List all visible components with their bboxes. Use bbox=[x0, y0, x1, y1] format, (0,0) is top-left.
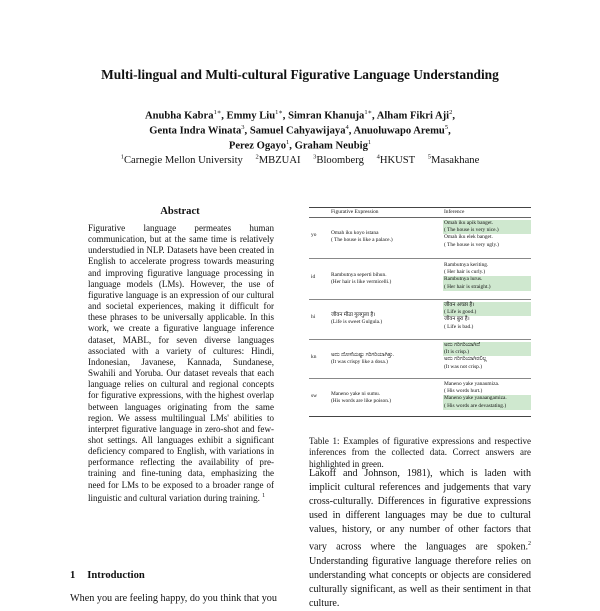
inference-list bbox=[443, 220, 531, 249]
affiliation: $^3$Bloomberg bbox=[313, 153, 364, 166]
section-title: Introduction bbox=[87, 570, 145, 581]
affiliation: $^4$HKUST bbox=[376, 153, 416, 166]
expression-line: जीवन मीठा गुलगुला है। bbox=[331, 312, 376, 318]
table-header bbox=[309, 208, 531, 218]
inference-line: जीवन अच्छा है। bbox=[444, 302, 475, 308]
figurative-expression bbox=[331, 272, 441, 286]
author-name: Anuoluwapo Aremu bbox=[353, 125, 445, 137]
inference-list bbox=[443, 342, 531, 371]
inference-line: ( Life is good.) bbox=[444, 309, 477, 316]
author-affiliation-mark: 4 bbox=[345, 124, 349, 131]
inference-line: ( Her hair is straight.) bbox=[444, 283, 491, 290]
inference-correct bbox=[443, 302, 531, 316]
inference-line: ( Her hair is curly.) bbox=[444, 269, 486, 276]
inference-line: ( The house is very ugly.) bbox=[444, 241, 499, 248]
footnote-mark: 2 bbox=[528, 541, 531, 548]
figurative-expression bbox=[331, 312, 441, 326]
author-line: Perez Ogayo$^1$, Graham Neubig$^1$ bbox=[228, 139, 372, 152]
language-code: hi bbox=[311, 314, 316, 320]
inference-line: जीवन बुरा है। bbox=[444, 316, 470, 323]
language-code: kn bbox=[311, 354, 317, 360]
expression-line: ( The house is like a palace.) bbox=[331, 237, 393, 244]
inference-correct bbox=[443, 276, 531, 290]
inference bbox=[443, 381, 531, 395]
author-affiliation-mark: 2 bbox=[449, 109, 453, 116]
table-row bbox=[309, 300, 531, 340]
author-name: Simran Khanuja bbox=[288, 110, 365, 122]
language-code: yo bbox=[311, 232, 317, 238]
affiliation: $^5$Masakhane bbox=[427, 153, 480, 166]
inference-list bbox=[443, 302, 531, 331]
author-line: Genta Indra Winata$^3$, Samuel Cahyawijaya$^4$, Anuoluwapo Aremu$^5$, bbox=[149, 124, 451, 137]
table-row bbox=[309, 259, 531, 300]
inference-list bbox=[443, 381, 531, 410]
language-code: id bbox=[311, 274, 316, 280]
inference-correct bbox=[443, 342, 531, 356]
body-paragraph: Lakoff and Johnson, 1981), which is laden with implicit cultural references and judgements that vary cross-culturally. Differences in figurative expressions used in different languages may be due to cultural values, history, or any number of other factors that vary across where the languages are spoken. bbox=[309, 468, 531, 553]
author-name: Emmy Liu bbox=[226, 110, 276, 122]
inference-line: ( Life is bad.) bbox=[444, 323, 474, 330]
table-row bbox=[309, 340, 531, 379]
affiliations bbox=[0, 153, 600, 166]
expression-line: ಅದು ದೋಸೆಯಷ್ಟು ಗರಿಗರಿಯಾಗಿತ್ತು. bbox=[331, 352, 395, 358]
inference bbox=[443, 262, 531, 276]
author-affiliation-mark: 5 bbox=[444, 124, 449, 131]
author-name: Genta Indra Winata bbox=[149, 125, 242, 137]
author-name: Samuel Cahyawijaya bbox=[249, 125, 346, 137]
expression-line: (It was crispy like a dosa.) bbox=[331, 359, 388, 366]
body-paragraph-cont: Understanding figurative language therefore relies on understanding what concepts or objects are considered culturally significant, as well as their sentiment in that culture. bbox=[309, 555, 531, 610]
inference bbox=[443, 234, 531, 248]
inference-line: Omah iku apik banget. bbox=[444, 220, 494, 226]
expression-line: Rambutnya seperti bihun. bbox=[331, 272, 387, 278]
inference-line: ( His words are devastating.) bbox=[444, 402, 507, 409]
inference-line: ಅದು ಗರಿಗರಿಯಾಗಿರಲಿಲ್ಲ bbox=[444, 356, 487, 363]
inference-line: Rambutnya lurus. bbox=[444, 276, 483, 283]
abstract-heading: Abstract bbox=[160, 206, 200, 217]
affiliation: $^1$Carnegie Mellon University bbox=[120, 153, 243, 166]
inference-line: ( The house is very nice.) bbox=[444, 227, 499, 234]
author-affiliation-mark: 1∗ bbox=[213, 109, 222, 116]
table-body bbox=[309, 218, 531, 416]
author-affiliation-mark: 1∗ bbox=[275, 109, 283, 116]
author-name: Graham Neubig bbox=[294, 140, 368, 152]
body-text bbox=[309, 467, 531, 611]
paper-title: Multi-lingual and Multi-cultural Figurative Language Understanding bbox=[101, 67, 499, 82]
figurative-expression bbox=[331, 230, 441, 244]
inference-line: (It is crisp.) bbox=[444, 349, 470, 356]
section-number: 1 bbox=[70, 570, 76, 581]
examples-table bbox=[309, 207, 531, 417]
abstract-text bbox=[88, 223, 274, 504]
table-caption: Table 1: Examples of figurative expressions and respective inferences from the collected data. Correct answers are highlighted in green. bbox=[309, 436, 531, 469]
inference-line: ( His words hurt.) bbox=[444, 388, 483, 395]
expression-line: (Life is sweet Gulgula.) bbox=[331, 319, 383, 326]
section-heading bbox=[70, 570, 145, 581]
author-name: Perez Ogayo bbox=[228, 140, 287, 152]
inference-list bbox=[443, 262, 531, 291]
inference bbox=[443, 316, 531, 330]
author-affiliation-mark: 1∗ bbox=[364, 109, 372, 116]
inference bbox=[443, 356, 531, 370]
expression-line: Omah iku koyo istana bbox=[331, 230, 379, 236]
author-affiliation-mark: 1 bbox=[286, 139, 290, 146]
inference-correct bbox=[443, 395, 531, 409]
inference-correct bbox=[443, 220, 531, 234]
abstract-body: Figurative language permeates human communication, but at the same time is relatively understudied in NLP. Datasets have been created in English to accelerate progress towards measuring and improving figurative language processing in language models (LMs). However, the use of figurative language is an expression of our cultural and societal experiences, making it difficult for these phrases to be universally applicable. In this work, we create a figurative language inference dataset, MABL, for seven diverse languages associated with a variety of cultures: Hindi, Indonesian, Javanese, Kannada, Sundanese, Swahili and Yoruba. Our dataset reveals that each language relies on cultural and regional concepts for figurative expressions, with the highest overlap between languages originating from the same region. We assess multilingual LMs' abilities to interpret figurative language in zero-shot and few-shot settings. All languages exhibit a significant deficiency compared to English, with variations in performance reflecting the availability of pre-training and fine-tuning data, emphasizing the need for LMs to be exposed to a broader range of linguistic and cultural variation during training. bbox=[88, 223, 274, 503]
inference-line: Omah iku elek banget. bbox=[444, 234, 493, 241]
figurative-expression bbox=[331, 391, 441, 405]
figurative-expression bbox=[331, 352, 441, 366]
inference-line: Maneno yake yanaumiza. bbox=[444, 381, 500, 387]
intro-text: When you are feeling happy, do you think that you bbox=[70, 593, 277, 604]
inference-line: Rambutnya keriting. bbox=[444, 262, 489, 268]
table-header-inference: Inference bbox=[444, 209, 465, 215]
table-header-expression: Figurative Expression bbox=[331, 209, 379, 215]
table-row bbox=[309, 218, 531, 259]
author-name: Alham Fikri Aji bbox=[376, 110, 450, 122]
author-affiliation-mark: 1 bbox=[367, 139, 372, 146]
expression-line: (His words are like poison.) bbox=[331, 398, 392, 405]
inference-line: Maneno yake yanaangamiza. bbox=[444, 395, 507, 402]
table-row bbox=[309, 379, 531, 416]
language-code: sw bbox=[311, 393, 317, 399]
inference-line: (It was not crisp.) bbox=[444, 363, 483, 370]
expression-line: Maneno yake ni sumu. bbox=[331, 391, 381, 397]
author-line: Anubha Kabra$^{1∗}$, Emmy Liu$^{1∗}$, Simran Khanuja$^{1∗}$, Alham Fikri Aji$^2$, bbox=[144, 109, 456, 122]
inference-line: ಅದು ಗರಿಗರಿಯಾಗಿದೆ bbox=[444, 342, 480, 348]
author-name: Anubha Kabra bbox=[144, 110, 214, 122]
author-affiliation-mark: 3 bbox=[241, 124, 245, 131]
affiliation: $^2$MBZUAI bbox=[255, 153, 301, 166]
footnote-mark: 1 bbox=[262, 492, 266, 499]
expression-line: (Her hair is like vermicelli.) bbox=[331, 279, 392, 286]
